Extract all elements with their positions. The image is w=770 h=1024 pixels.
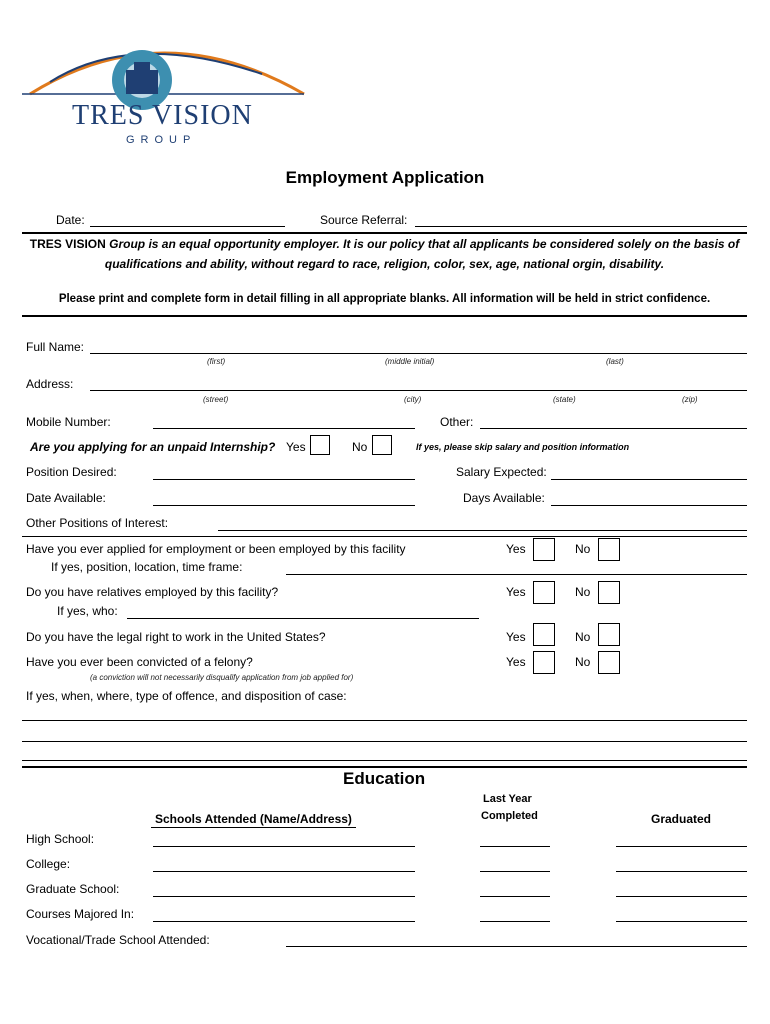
logo-subname: GROUP — [126, 134, 197, 146]
date-available-field[interactable] — [153, 505, 415, 506]
instructions-divider — [22, 315, 747, 317]
days-available-field[interactable] — [551, 505, 747, 506]
college-label: College: — [26, 857, 71, 871]
college-last-year-field[interactable] — [480, 871, 550, 872]
eeo-statement-line2: qualifications and ability, without regard to race, religion, color, sex, age, national orgin, disability. — [104, 257, 665, 271]
applied-yes-label: Yes — [506, 542, 526, 556]
state-hint: (state) — [553, 395, 576, 404]
other-positions-label: Other Positions of Interest: — [26, 516, 169, 530]
relatives-yes-label: Yes — [506, 585, 526, 599]
relatives-no-label: No — [575, 585, 591, 599]
address-label: Address: — [26, 377, 74, 391]
internship-question: Are you applying for an unpaid Internship? — [30, 440, 276, 454]
legal-right-question: Do you have the legal right to work in the United States? — [26, 630, 326, 644]
days-available-label: Days Available: — [463, 491, 545, 505]
applied-followup-field[interactable] — [286, 574, 747, 575]
applied-no-label: No — [575, 542, 591, 556]
college-graduated-field[interactable] — [616, 871, 747, 872]
vocational-school-field[interactable] — [286, 946, 747, 947]
felony-followup-label: If yes, when, where, type of offence, and disposition of case: — [26, 689, 347, 703]
address-field[interactable] — [90, 390, 747, 391]
high-school-field[interactable] — [153, 846, 415, 847]
applied-before-question: Have you ever applied for employment or been employed by this facility — [26, 542, 406, 556]
date-label: Date: — [56, 213, 85, 227]
zip-hint: (zip) — [682, 395, 698, 404]
section-divider-2 — [22, 766, 747, 768]
instructions: Please print and complete form in detail filling in all appropriate blanks. All information will be held in strict confidence. — [58, 293, 711, 305]
relatives-yes-checkbox[interactable] — [533, 581, 555, 604]
education-heading: Education — [343, 769, 426, 788]
relatives-followup-field[interactable] — [127, 618, 479, 619]
source-referral-field[interactable] — [415, 226, 747, 227]
header-divider — [22, 232, 747, 234]
position-desired-label: Position Desired: — [26, 465, 117, 479]
courses-majored-field[interactable] — [153, 921, 415, 922]
applied-no-checkbox[interactable] — [598, 538, 620, 561]
vocational-school-label: Vocational/Trade School Attended: — [26, 933, 210, 947]
internship-yes-checkbox[interactable] — [310, 435, 330, 455]
last-year-column-header-2: Completed — [481, 810, 538, 822]
high-school-last-year-field[interactable] — [480, 846, 550, 847]
courses-majored-graduated-field[interactable] — [616, 921, 747, 922]
legal-no-label: No — [575, 630, 591, 644]
last-year-column-header-1: Last Year — [483, 793, 532, 805]
eeo-text: Group is an equal opportunity employer. It is our policy that all applicants be considered solely on the basis of — [105, 237, 740, 251]
internship-no-checkbox[interactable] — [372, 435, 392, 455]
internship-yes-label: Yes — [286, 440, 306, 454]
company-logo — [22, 22, 312, 152]
relatives-question: Do you have relatives employed by this facility? — [26, 585, 279, 599]
internship-note: If yes, please skip salary and position information — [416, 442, 630, 452]
legal-no-checkbox[interactable] — [598, 623, 620, 646]
college-field[interactable] — [153, 871, 415, 872]
schools-header-underline — [151, 827, 356, 828]
logo-name: TRES VISION — [72, 100, 253, 131]
courses-majored-label: Courses Majored In: — [26, 907, 135, 921]
eeo-brand: TRES VISION — [29, 237, 106, 251]
felony-details-line-3[interactable] — [22, 760, 747, 761]
legal-yes-label: Yes — [506, 630, 526, 644]
relatives-followup-label: If yes, who: — [57, 604, 118, 618]
graduate-school-field[interactable] — [153, 896, 415, 897]
courses-majored-last-year-field[interactable] — [480, 921, 550, 922]
other-phone-field[interactable] — [480, 428, 747, 429]
other-positions-field[interactable] — [218, 530, 747, 531]
salary-expected-label: Salary Expected: — [456, 465, 547, 479]
felony-no-checkbox[interactable] — [598, 651, 620, 674]
logo-eye-graphic — [22, 22, 312, 152]
graduate-school-graduated-field[interactable] — [616, 896, 747, 897]
position-desired-field[interactable] — [153, 479, 415, 480]
full-name-field[interactable] — [90, 353, 747, 354]
applied-yes-checkbox[interactable] — [533, 538, 555, 561]
felony-yes-checkbox[interactable] — [533, 651, 555, 674]
other-phone-label: Other: — [440, 415, 474, 429]
graduate-school-label: Graduate School: — [26, 882, 120, 896]
last-name-hint: (last) — [606, 357, 624, 366]
schools-column-header: Schools Attended (Name/Address) — [155, 812, 352, 826]
high-school-graduated-field[interactable] — [616, 846, 747, 847]
internship-no-label: No — [352, 440, 368, 454]
eeo-statement-line1 — [22, 237, 747, 251]
mobile-number-field[interactable] — [153, 428, 415, 429]
felony-no-label: No — [575, 655, 591, 669]
high-school-label: High School: — [26, 832, 95, 846]
felony-details-line-2[interactable] — [22, 741, 747, 742]
section-divider-1 — [22, 536, 747, 537]
mobile-number-label: Mobile Number: — [26, 415, 111, 429]
middle-initial-hint: (middle initial) — [385, 357, 435, 366]
felony-note: (a conviction will not necessarily disqualify application from job applied for) — [90, 673, 354, 682]
street-hint: (street) — [203, 395, 229, 404]
felony-details-line-1[interactable] — [22, 720, 747, 721]
felony-yes-label: Yes — [506, 655, 526, 669]
source-referral-label: Source Referral: — [320, 213, 408, 227]
graduated-column-header: Graduated — [651, 812, 712, 826]
first-name-hint: (first) — [207, 357, 226, 366]
legal-yes-checkbox[interactable] — [533, 623, 555, 646]
date-available-label: Date Available: — [26, 491, 106, 505]
page-title: Employment Application — [285, 168, 485, 187]
applied-followup-label: If yes, position, location, time frame: — [51, 560, 243, 574]
full-name-label: Full Name: — [26, 340, 85, 354]
felony-question: Have you ever been convicted of a felony? — [26, 655, 253, 669]
relatives-no-checkbox[interactable] — [598, 581, 620, 604]
graduate-school-last-year-field[interactable] — [480, 896, 550, 897]
date-field[interactable] — [90, 226, 285, 227]
city-hint: (city) — [404, 395, 422, 404]
salary-expected-field[interactable] — [551, 479, 747, 480]
